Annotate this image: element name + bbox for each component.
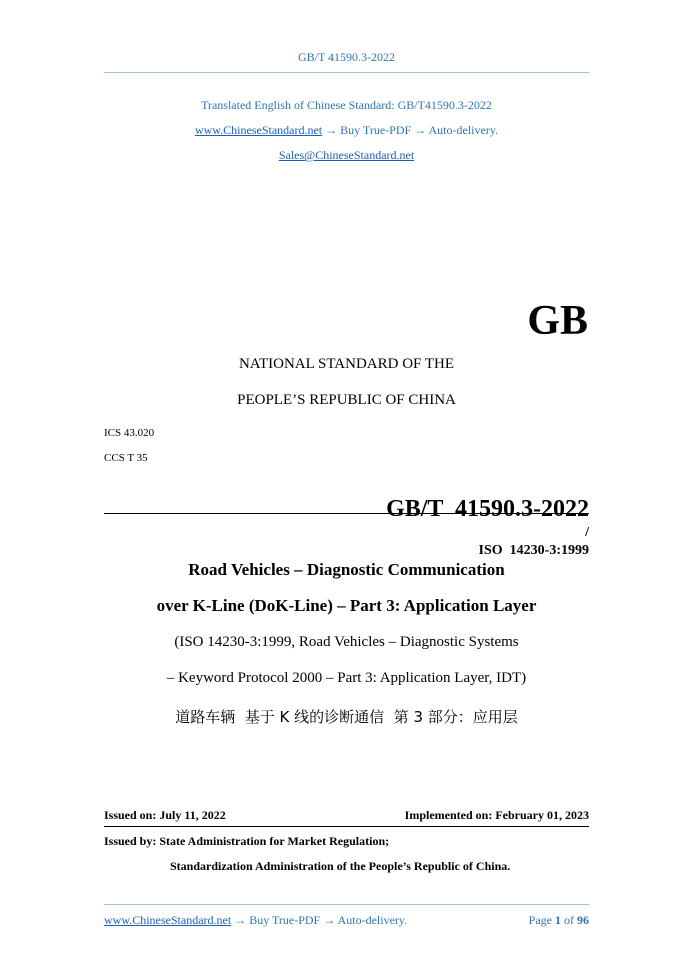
arrow-icon: → [325, 123, 338, 137]
iso-number: ISO 14230-3:1999 [478, 543, 589, 558]
footer-buy-text: Buy True-PDF [249, 913, 321, 927]
footer-rule [104, 904, 589, 905]
of-label: of [564, 913, 574, 927]
standard-number: GB/T 41590.3-2022 [386, 496, 589, 522]
footer-delivery-text: Auto-delivery. [337, 913, 408, 927]
title-line2: over K-Line (DoK-Line) – Part 3: Application Layer [156, 596, 537, 615]
issued-rule [104, 826, 589, 827]
title-rule [104, 513, 589, 514]
banner-buy-text: Buy True-PDF [340, 123, 412, 137]
arrow-icon: → [234, 913, 247, 927]
standard-number-line [104, 478, 589, 559]
arrow-icon: → [323, 913, 336, 927]
title-line3: (ISO 14230-3:1999, Road Vehicles – Diagnostic Systems [174, 634, 519, 650]
banner-buy-line [0, 123, 693, 138]
title-line1: Road Vehicles – Diagnostic Communication [188, 560, 505, 579]
gb-logo: GB [527, 298, 588, 344]
ics-code: ICS 43.020 [104, 427, 155, 439]
title-chinese: 道路车辆 基于 K 线的诊断通信 第 3 部分：应用层 [175, 708, 518, 726]
banner-email-link[interactable]: Sales@ChineseStandard.net [278, 148, 415, 162]
banner-site-link[interactable]: www.ChineseStandard.net [194, 123, 323, 137]
title-line4: – Keyword Protocol 2000 – Part 3: Application Layer, IDT) [166, 670, 527, 686]
national-standard-line1: NATIONAL STANDARD OF THE [238, 356, 455, 372]
footer-buy-line [104, 913, 407, 928]
header-doc-id: GB/T 41590.3-2022 [297, 50, 396, 64]
page-indicator [470, 913, 589, 928]
issued-by-second-line: Standardization Administration of the People’s Republic of China. [170, 859, 511, 873]
arrow-icon: → [414, 123, 427, 137]
national-standard-line2: PEOPLE’S REPUBLIC OF CHINA [237, 392, 456, 408]
banner-translated-line: Translated English of Chinese Standard: GB/T41590.3-2022 [201, 98, 492, 112]
header-rule [104, 72, 589, 73]
page-number: 1 [555, 913, 561, 927]
issued-on: Issued on: July 11, 2022 [104, 808, 226, 822]
page-total: 96 [577, 913, 589, 927]
standard-separator: / [585, 525, 589, 540]
page-label: Page [528, 913, 552, 927]
footer-site-link[interactable]: www.ChineseStandard.net [104, 913, 232, 927]
implemented-on: Implemented on: February 01, 2023 [404, 808, 589, 822]
issued-by: Issued by: State Administration for Market Regulation; [104, 834, 390, 848]
banner-delivery-text: Auto-delivery. [428, 123, 499, 137]
ccs-code: CCS T 35 [104, 452, 148, 464]
